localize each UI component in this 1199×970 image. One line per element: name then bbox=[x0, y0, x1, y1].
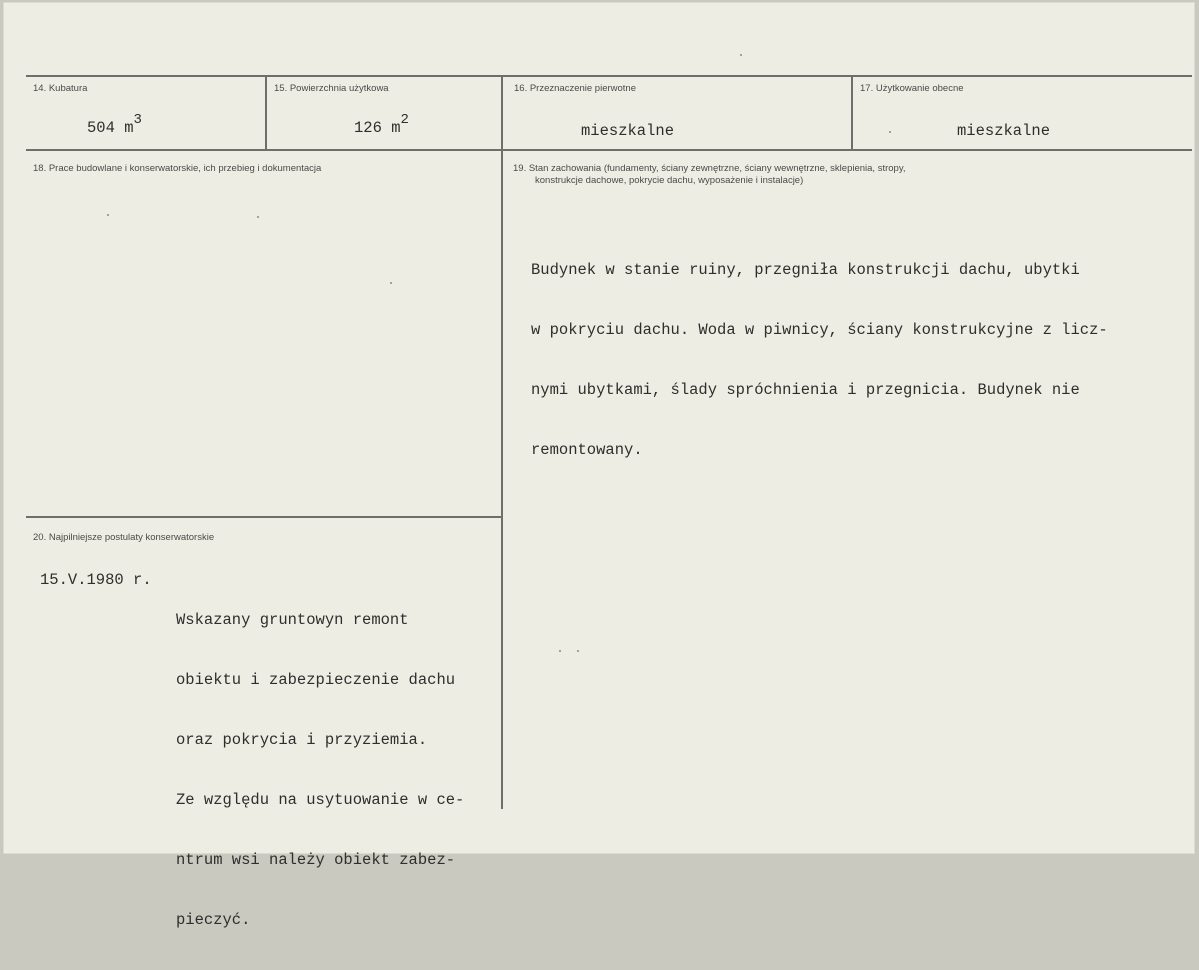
field-19-line: remontowany. bbox=[531, 441, 643, 459]
field-20-line: Wskazany gruntowyn remont bbox=[176, 611, 409, 629]
field-16-label: 16. Przeznaczenie pierwotne bbox=[514, 83, 636, 94]
field-20-text bbox=[176, 570, 464, 970]
field-16-value: mieszkalne bbox=[581, 122, 675, 140]
field-14-superscript: 3 bbox=[133, 112, 142, 128]
field-20-line: pieczyć. bbox=[176, 911, 251, 929]
field-15-number: 126 m bbox=[354, 119, 401, 137]
paper-speck bbox=[390, 282, 392, 284]
field-17-value: mieszkalne bbox=[957, 122, 1051, 140]
field-15-superscript: 2 bbox=[400, 112, 409, 128]
paper-speck bbox=[107, 214, 109, 216]
field-15-value bbox=[354, 112, 409, 139]
field-20-line: oraz pokrycia i przyziemia. bbox=[176, 731, 428, 749]
field-18-label: 18. Prace budowlane i konserwatorskie, ich przebieg i dokumentacja bbox=[33, 163, 322, 174]
field-14-label: 14. Kubatura bbox=[33, 83, 88, 94]
field-19-text bbox=[531, 220, 1108, 500]
field-20-date: 15.V.1980 r. bbox=[40, 571, 152, 589]
top-row-rule bbox=[26, 75, 1192, 77]
middle-row-rule bbox=[26, 149, 1192, 151]
paper-speck bbox=[889, 131, 891, 133]
field-14-number: 504 m bbox=[87, 119, 134, 137]
paper-speck bbox=[257, 216, 259, 218]
field-19-line: nymi ubytkami, ślady spróchnienia i przegnicia. Budynek nie bbox=[531, 381, 1080, 399]
field-15-label: 15. Powierzchnia użytkowa bbox=[274, 83, 389, 94]
field-19-label-line-2: konstrukcje dachowe, pokrycie dachu, wyposażenie i instalacje) bbox=[535, 175, 804, 186]
field-20-label: 20. Najpilniejsze postulaty konserwatorskie bbox=[33, 532, 215, 543]
field-17-label: 17. Użytkowanie obecne bbox=[860, 83, 964, 94]
field-20-line: Ze względu na usytuowanie w ce- bbox=[176, 791, 465, 809]
field-19-line: Budynek w stanie ruiny, przegniła konstrukcji dachu, ubytki bbox=[531, 261, 1080, 279]
paper-speck bbox=[740, 54, 742, 56]
field-19-label-line-1: 19. Stan zachowania (fundamenty, ściany zewnętrzne, ściany wewnętrzne, sklepienia, stropy, bbox=[513, 163, 906, 174]
field-19-line: w pokryciu dachu. Woda w piwnicy, ściany konstrukcyjne z licz- bbox=[531, 321, 1108, 339]
paper-speck bbox=[577, 650, 579, 652]
record-card bbox=[3, 2, 1195, 929]
col-divider-3 bbox=[851, 76, 853, 150]
col-divider-2 bbox=[501, 76, 503, 809]
field-20-line: obiektu i zabezpieczenie dachu bbox=[176, 671, 456, 689]
field-14-value bbox=[87, 112, 142, 139]
paper-speck bbox=[559, 650, 561, 652]
field-20-line: ntrum wsi należy obiekt zabez- bbox=[176, 851, 456, 869]
section-20-rule bbox=[26, 516, 502, 518]
col-divider-1 bbox=[265, 76, 267, 150]
